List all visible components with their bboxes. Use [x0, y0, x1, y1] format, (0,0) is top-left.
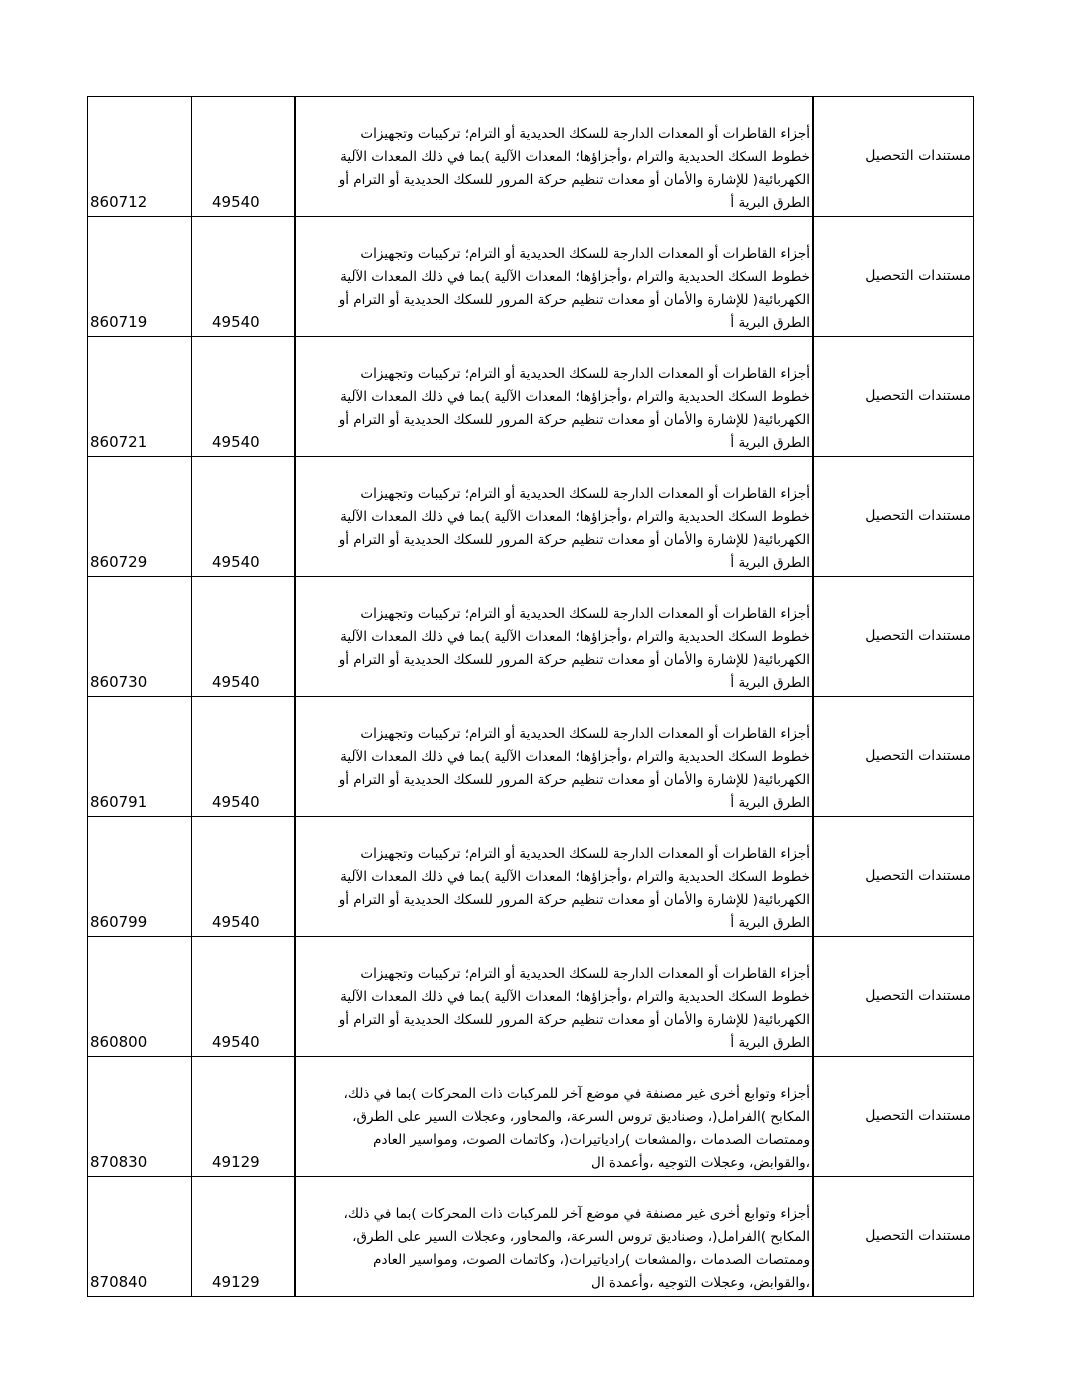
hs-code-cell: 860721 [88, 337, 192, 457]
description-line: أجزاء وتوابع أخرى غير مصنفة في موضع آخر للمركبات ذات المحركات )بما في ذلك، [343, 1206, 810, 1222]
code-number-cell: 49540 [192, 577, 296, 697]
description-cell [295, 817, 813, 937]
description-line: الكهربائية( للإشارة والأمان أو معدات تنظيم حركة المرور للسكك الحديدية أو الترام أو [338, 412, 810, 428]
description-line: خطوط السكك الحديدية والترام ،وأجزاؤها؛ المعدات الآلية )بما في ذلك المعدات الآلية [340, 509, 810, 525]
code-number-cell: 49129 [192, 1057, 296, 1177]
description-line: الكهربائية( للإشارة والأمان أو معدات تنظيم حركة المرور للسكك الحديدية أو الترام أو [338, 1012, 810, 1028]
description-line: ،والقوابض، وعجلات التوجيه ،وأعمدة ال [591, 1275, 810, 1291]
hs-code-cell: 860800 [88, 937, 192, 1057]
description-line: الطرق البرية أ [730, 1035, 810, 1051]
table-row [88, 1177, 974, 1297]
document-type-cell: مستندات التحصيل [813, 937, 974, 1057]
hs-code-cell: 870830 [88, 1057, 192, 1177]
description-line: الطرق البرية أ [730, 675, 810, 691]
tariff-table [87, 96, 974, 1297]
description-line: الكهربائية( للإشارة والأمان أو معدات تنظيم حركة المرور للسكك الحديدية أو الترام أو [338, 172, 810, 188]
code-number-cell: 49540 [192, 697, 296, 817]
description-cell [295, 697, 813, 817]
table-row [88, 217, 974, 337]
description-line: خطوط السكك الحديدية والترام ،وأجزاؤها؛ المعدات الآلية )بما في ذلك المعدات الآلية [340, 989, 810, 1005]
document-type-cell: مستندات التحصيل [813, 1177, 974, 1297]
description-cell [295, 1177, 813, 1297]
table-row [88, 817, 974, 937]
description-line: خطوط السكك الحديدية والترام ،وأجزاؤها؛ المعدات الآلية )بما في ذلك المعدات الآلية [340, 629, 810, 645]
description-line: ،والقوابض، وعجلات التوجيه ،وأعمدة ال [591, 1155, 810, 1171]
table-row [88, 697, 974, 817]
description-line: أجزاء القاطرات أو المعدات الدارجة للسكك الحديدية أو الترام؛ تركيبات وتجهيزات [360, 966, 810, 982]
description-line: أجزاء القاطرات أو المعدات الدارجة للسكك الحديدية أو الترام؛ تركيبات وتجهيزات [360, 246, 810, 262]
description-line: أجزاء وتوابع أخرى غير مصنفة في موضع آخر للمركبات ذات المحركات )بما في ذلك، [343, 1086, 810, 1102]
description-line: الطرق البرية أ [730, 435, 810, 451]
hs-code-cell: 860799 [88, 817, 192, 937]
description-line: وممتصات الصدمات ،والمشعات )رادياتيرات(، وكاتمات الصوت، ومواسير العادم [373, 1132, 810, 1148]
description-cell [295, 217, 813, 337]
description-cell [295, 457, 813, 577]
table-row [88, 577, 974, 697]
hs-code-cell: 860719 [88, 217, 192, 337]
document-type-cell: مستندات التحصيل [813, 97, 974, 217]
code-number-cell: 49540 [192, 937, 296, 1057]
description-line: خطوط السكك الحديدية والترام ،وأجزاؤها؛ المعدات الآلية )بما في ذلك المعدات الآلية [340, 269, 810, 285]
description-line: الكهربائية( للإشارة والأمان أو معدات تنظيم حركة المرور للسكك الحديدية أو الترام أو [338, 652, 810, 668]
hs-code-cell: 860712 [88, 97, 192, 217]
description-line: وممتصات الصدمات ،والمشعات )رادياتيرات(، وكاتمات الصوت، ومواسير العادم [373, 1252, 810, 1268]
document-type-cell: مستندات التحصيل [813, 337, 974, 457]
hs-code-cell: 860730 [88, 577, 192, 697]
hs-code-cell: 860791 [88, 697, 192, 817]
description-line: الطرق البرية أ [730, 795, 810, 811]
code-number-cell: 49540 [192, 337, 296, 457]
description-line: أجزاء القاطرات أو المعدات الدارجة للسكك الحديدية أو الترام؛ تركيبات وتجهيزات [360, 846, 810, 862]
description-line: الطرق البرية أ [730, 315, 810, 331]
code-number-cell: 49540 [192, 97, 296, 217]
document-type-cell: مستندات التحصيل [813, 697, 974, 817]
description-line: أجزاء القاطرات أو المعدات الدارجة للسكك الحديدية أو الترام؛ تركيبات وتجهيزات [360, 126, 810, 142]
table-body [88, 97, 974, 1297]
description-line: الكهربائية( للإشارة والأمان أو معدات تنظيم حركة المرور للسكك الحديدية أو الترام أو [338, 892, 810, 908]
description-line: الطرق البرية أ [730, 915, 810, 931]
description-line: الطرق البرية أ [730, 555, 810, 571]
description-line: الطرق البرية أ [730, 195, 810, 211]
description-line: أجزاء القاطرات أو المعدات الدارجة للسكك الحديدية أو الترام؛ تركيبات وتجهيزات [360, 366, 810, 382]
description-line: المكابح )الفرامل(، وصناديق تروس السرعة، والمحاور، وعجلات السير على الطرق، [352, 1229, 810, 1245]
table-row [88, 1057, 974, 1177]
table-row [88, 457, 974, 577]
code-number-cell: 49129 [192, 1177, 296, 1297]
document-type-cell: مستندات التحصيل [813, 817, 974, 937]
code-number-cell: 49540 [192, 457, 296, 577]
description-cell [295, 1057, 813, 1177]
description-cell [295, 337, 813, 457]
description-line: خطوط السكك الحديدية والترام ،وأجزاؤها؛ المعدات الآلية )بما في ذلك المعدات الآلية [340, 149, 810, 165]
hs-code-cell: 860729 [88, 457, 192, 577]
code-number-cell: 49540 [192, 217, 296, 337]
code-number-cell: 49540 [192, 817, 296, 937]
document-type-cell: مستندات التحصيل [813, 457, 974, 577]
description-line: الكهربائية( للإشارة والأمان أو معدات تنظيم حركة المرور للسكك الحديدية أو الترام أو [338, 532, 810, 548]
description-line: خطوط السكك الحديدية والترام ،وأجزاؤها؛ المعدات الآلية )بما في ذلك المعدات الآلية [340, 869, 810, 885]
description-line: الكهربائية( للإشارة والأمان أو معدات تنظيم حركة المرور للسكك الحديدية أو الترام أو [338, 292, 810, 308]
document-type-cell: مستندات التحصيل [813, 217, 974, 337]
description-cell [295, 937, 813, 1057]
document-type-cell: مستندات التحصيل [813, 577, 974, 697]
table-row [88, 97, 974, 217]
description-cell [295, 577, 813, 697]
document-type-cell: مستندات التحصيل [813, 1057, 974, 1177]
description-cell [295, 97, 813, 217]
description-line: أجزاء القاطرات أو المعدات الدارجة للسكك الحديدية أو الترام؛ تركيبات وتجهيزات [360, 726, 810, 742]
description-line: أجزاء القاطرات أو المعدات الدارجة للسكك الحديدية أو الترام؛ تركيبات وتجهيزات [360, 606, 810, 622]
description-line: خطوط السكك الحديدية والترام ،وأجزاؤها؛ المعدات الآلية )بما في ذلك المعدات الآلية [340, 389, 810, 405]
description-line: أجزاء القاطرات أو المعدات الدارجة للسكك الحديدية أو الترام؛ تركيبات وتجهيزات [360, 486, 810, 502]
table-row [88, 937, 974, 1057]
description-line: المكابح )الفرامل(، وصناديق تروس السرعة، والمحاور، وعجلات السير على الطرق، [352, 1109, 810, 1125]
description-line: خطوط السكك الحديدية والترام ،وأجزاؤها؛ المعدات الآلية )بما في ذلك المعدات الآلية [340, 749, 810, 765]
table-row [88, 337, 974, 457]
description-line: الكهربائية( للإشارة والأمان أو معدات تنظيم حركة المرور للسكك الحديدية أو الترام أو [338, 772, 810, 788]
hs-code-cell: 870840 [88, 1177, 192, 1297]
